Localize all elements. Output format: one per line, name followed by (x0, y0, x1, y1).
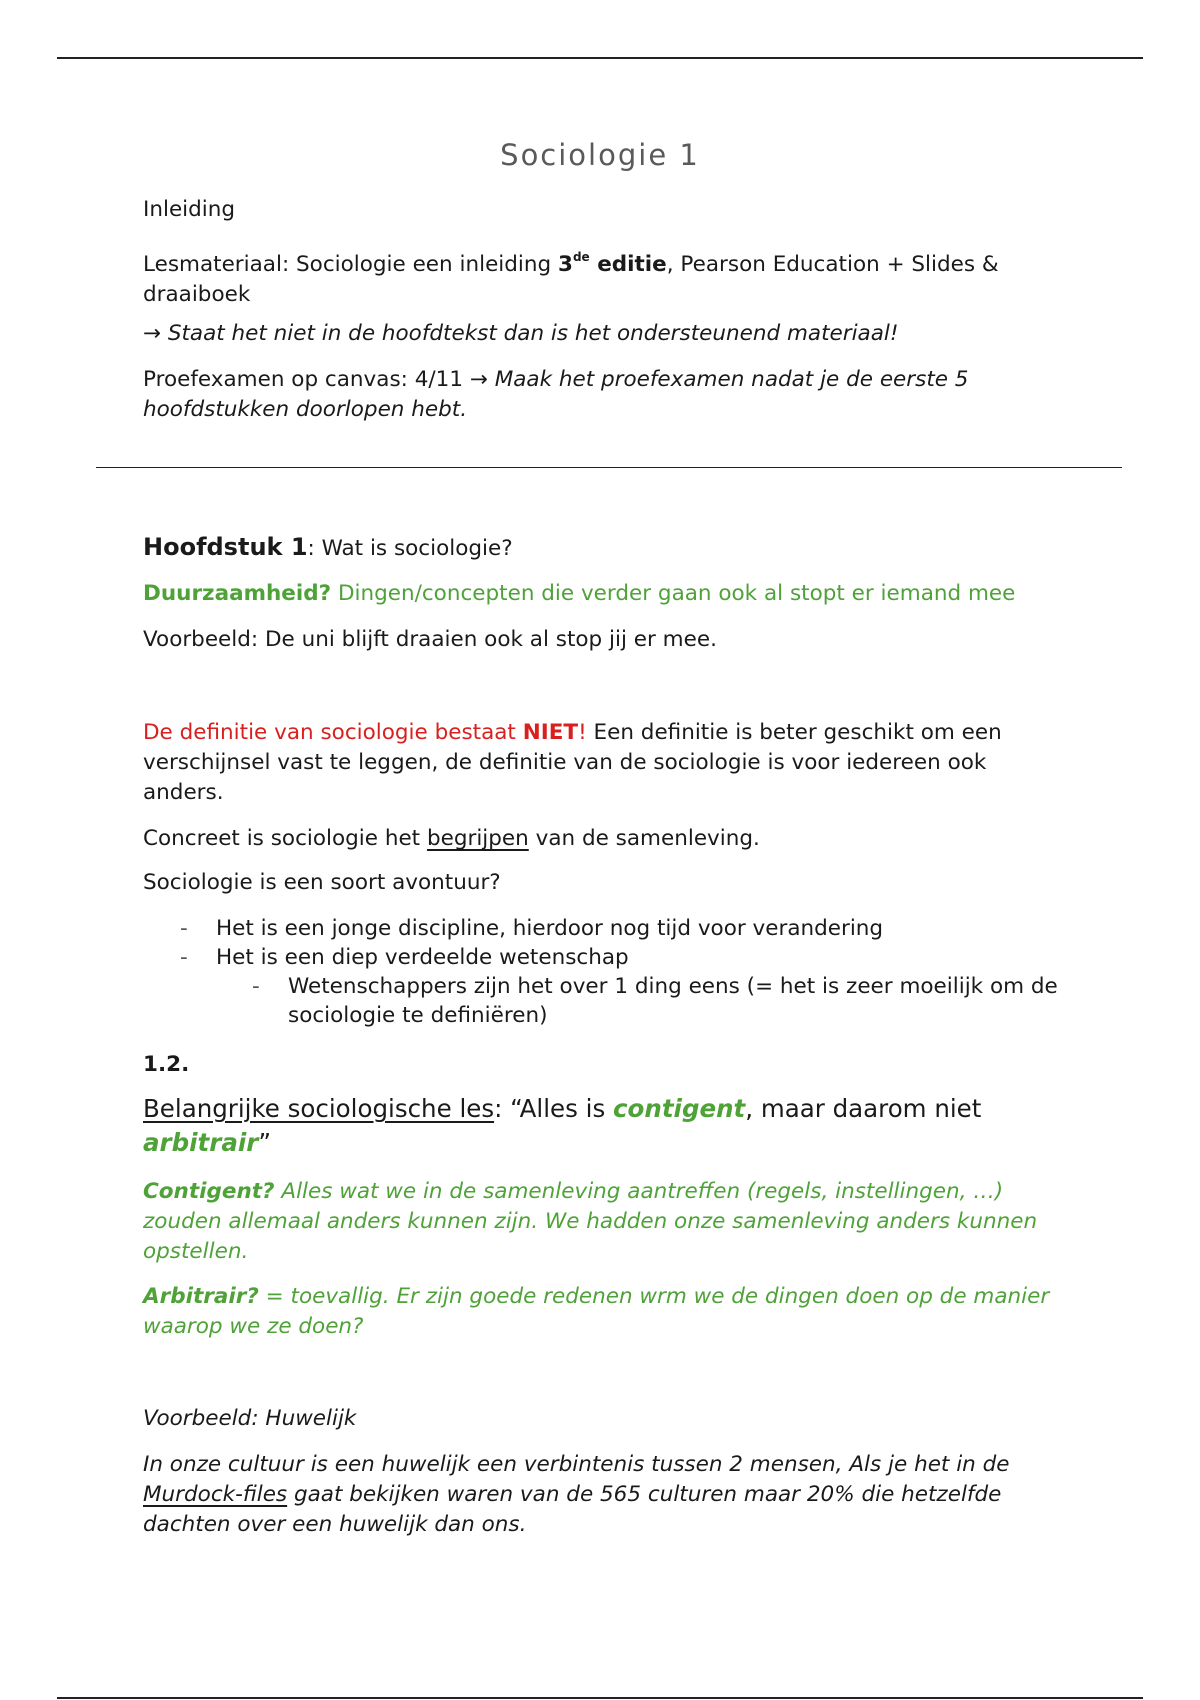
list-item: - Het is een jonge discipline, hierdoor nog tijd voor verandering (180, 916, 884, 941)
contigent-definition: Contigent? Alles wat we in de samenleving aantreffen (regels, instellingen, …) zouden allemaal anders kunnen zijn. We hadden onze samenleving anders kunnen opstellen. (143, 1179, 1038, 1264)
arbitrair-definition: Arbitrair? = toevallig. Er zijn goede redenen wrm we de dingen doen op de manier waarop we ze doen? (143, 1284, 1050, 1339)
list-item: - Wetenschappers zijn het over 1 ding eens (= het is zeer moeilijk om de sociologie te definiëren) (252, 974, 1058, 1028)
voorbeeld-uni: Voorbeeld: De uni blijft draaien ook al stop jij er mee. (143, 627, 717, 652)
list-item: - Het is een diep verdeelde wetenschap (180, 945, 629, 970)
top-rule (57, 57, 1143, 59)
definitie-paragraph: De definitie van sociologie bestaat NIET! Een definitie is beter geschikt om een verschijnsel vast te leggen, de definitie van de sociologie is voor iedereen ook anders. (143, 720, 1002, 805)
dash-bullet: - (180, 916, 188, 941)
proefexamen-paragraph: Proefexamen op canvas: 4/11 → Maak het proefexamen nadat je de eerste 5 hoofdstukken doorlopen hebt. (143, 367, 969, 422)
concreet-paragraph: Concreet is sociologie het begrijpen van de samenleving. (143, 826, 760, 851)
chapter-heading: Hoofdstuk 1: Wat is sociologie? (143, 533, 513, 561)
intro-heading: Inleiding (143, 197, 236, 222)
huwelijk-paragraph: In onze cultuur is een huwelijk een verbintenis tussen 2 mensen, Als je het in de Murdock-files gaat bekijken waren van de 565 culturen maar 20% die hetzelfde dachten over een huwelijk dan ons. (143, 1452, 1010, 1537)
section-number: 1.2. (143, 1052, 190, 1077)
sociologische-les: Belangrijke sociologische les: “Alles is contigent, maar daarom niet arbitrair” (143, 1094, 982, 1157)
bottom-rule (57, 1697, 1143, 1699)
page-title: Sociologie 1 (500, 138, 700, 172)
section-divider (96, 467, 1122, 468)
voorbeeld-huwelijk-heading: Voorbeeld: Huwelijk (143, 1406, 357, 1431)
dash-bullet: - (180, 945, 188, 970)
lesmateriaal-paragraph: Lesmateriaal: Sociologie een inleiding 3de editie, Pearson Education + Slides & draaiboek (143, 250, 999, 307)
duurzaamheid-definition: Duurzaamheid? Dingen/concepten die verder gaan ook al stopt er iemand mee (143, 581, 1016, 606)
arrow-note: → Staat het niet in de hoofdtekst dan is het ondersteunend materiaal! (143, 321, 899, 346)
avontuur-question: Sociologie is een soort avontuur? (143, 870, 501, 895)
sub-bullet-list (252, 972, 1078, 1030)
bullet-list (180, 914, 1076, 972)
dash-bullet: - (252, 974, 260, 999)
